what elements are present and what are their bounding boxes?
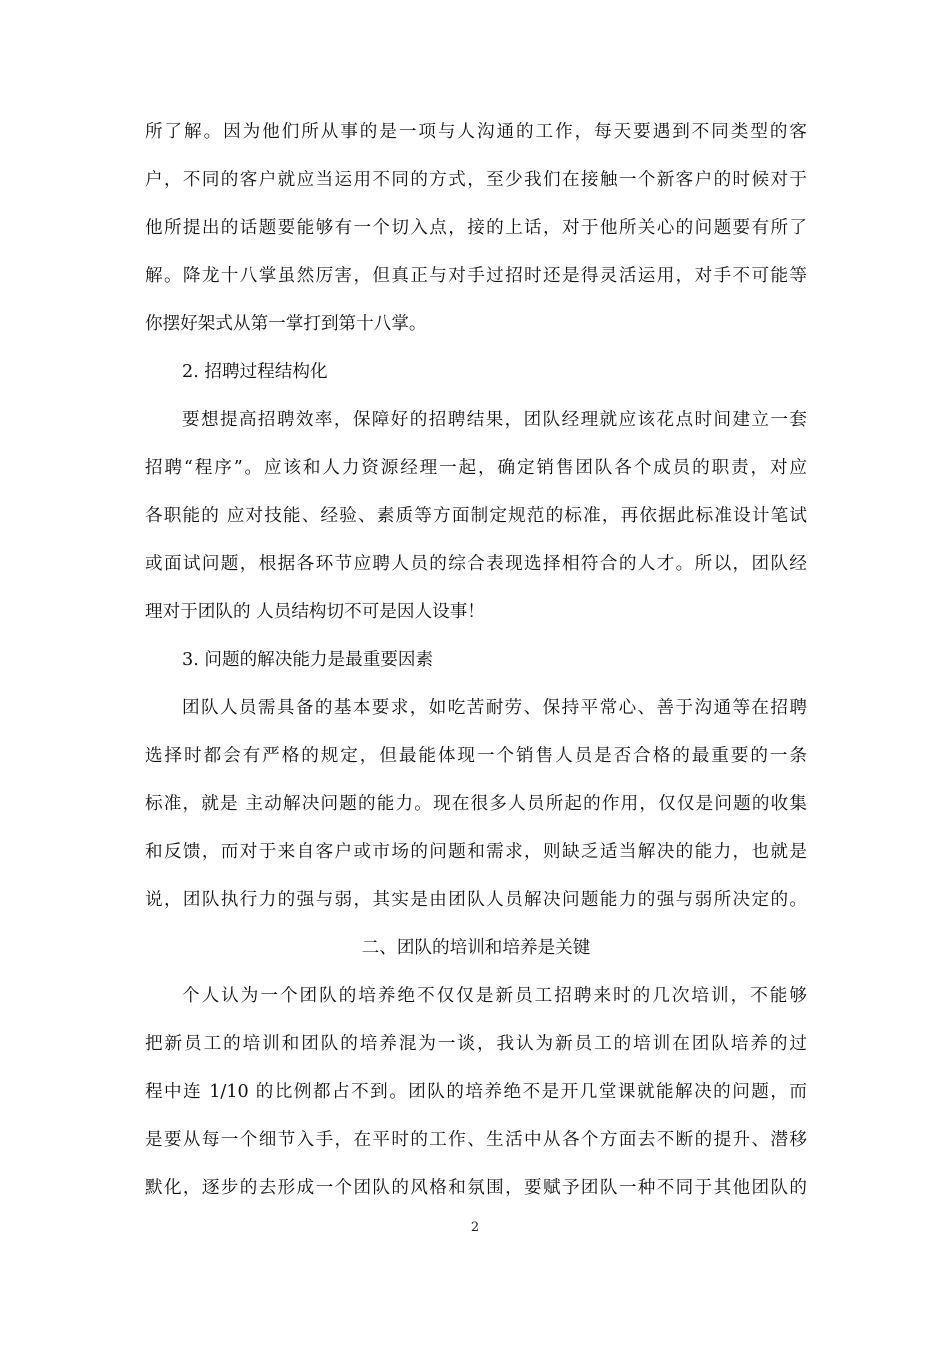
body-line: 和反馈，而对于来自客户或市场的问题和需求，则缺乏适当解决的能力，也就是 — [145, 842, 807, 862]
body-line: 户，不同的客户就应当运用不同的方式，至少我们在接触一个新客户的时候对于 — [145, 170, 807, 190]
body-line: 标准，就是 主动解决问题的能力。现在很多人员所起的作用，仅仅是问题的收集 — [145, 794, 807, 814]
body-line: 所了解。因为他们所从事的是一项与人沟通的工作，每天要遇到不同类型的客 — [145, 122, 807, 142]
body-line: 是要从每一个细节入手，在平时的工作、生活中从各个方面去不断的提升、潜移 — [145, 1130, 807, 1150]
chapter-heading: 二、团队的培训和培养是关键 — [361, 938, 591, 958]
body-line: 理对于团队的 人员结构切不可是因人设事！ — [145, 602, 485, 622]
body-line: 选择时都会有严格的规定，但最能体现一个销售人员是否合格的最重要的一条 — [145, 746, 807, 766]
body-line: 说，团队执行力的强与弱，其实是由团队人员解决问题能力的强与弱所决定的。 — [145, 890, 807, 910]
section-heading: 3. 问题的解决能力是最重要因素 — [182, 650, 434, 670]
body-line: 要想提高招聘效率，保障好的招聘结果，团队经理就应该花点时间建立一套 — [182, 410, 807, 430]
page-number: 2 — [470, 1220, 480, 1235]
body-line: 个人认为一个团队的培养绝不仅仅是新员工招聘来时的几次培训，不能够 — [182, 986, 807, 1006]
body-line: 程中连 1/10 的比例都占不到。团队的培养绝不是开几堂课就能解决的问题，而 — [145, 1082, 807, 1102]
body-line: 默化，逐步的去形成一个团队的风格和氛围，要赋予团队一种不同于其他团队的 — [145, 1178, 807, 1198]
body-line: 解。降龙十八掌虽然厉害，但真正与对手过招时还是得灵活运用，对手不可能等 — [145, 266, 807, 286]
body-line: 或面试问题，根据各环节应聘人员的综合表现选择相符合的人才。所以，团队经 — [145, 554, 807, 574]
body-line: 团队人员需具备的基本要求，如吃苦耐劳、保持平常心、善于沟通等在招聘 — [182, 698, 807, 718]
body-line: 招聘“程序”。应该和人力资源经理一起，确定销售团队各个成员的职责，对应 — [145, 458, 807, 478]
body-line: 他所提出的话题要能够有一个切入点，接的上话，对于他所关心的问题要有所了 — [145, 218, 807, 238]
body-line: 把新员工的培训和团队的培养混为一谈，我认为新员工的培训在团队培养的过 — [145, 1034, 807, 1054]
body-line: 你摆好架式从第一掌打到第十八掌。 — [145, 314, 427, 334]
document-body — [145, 108, 807, 1212]
body-line: 各职能的 应对技能、经验、素质等方面制定规范的标准，再依据此标准设计笔试 — [145, 506, 807, 526]
section-heading: 2. 招聘过程结构化 — [182, 362, 328, 382]
